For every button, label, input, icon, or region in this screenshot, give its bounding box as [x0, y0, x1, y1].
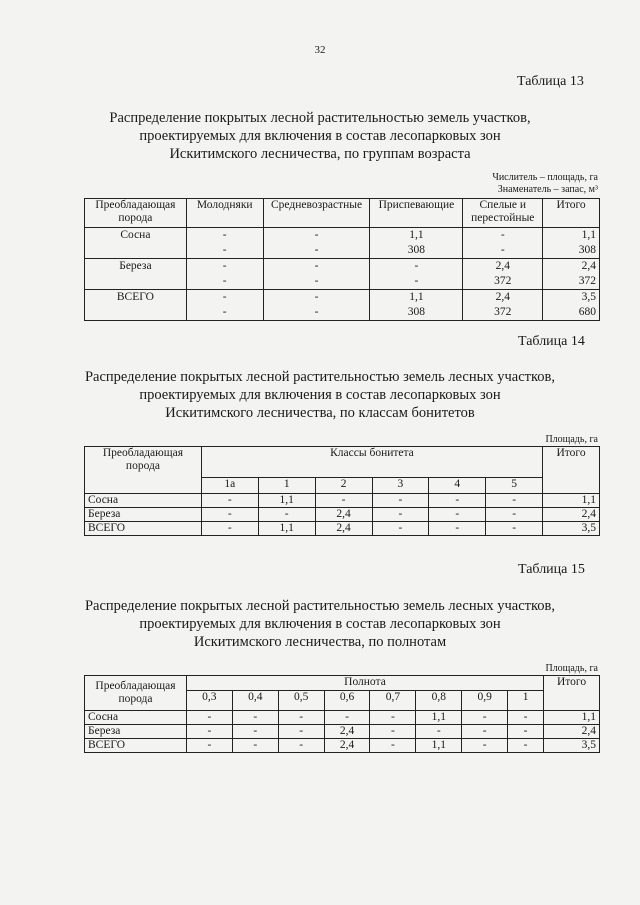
denominator: 308	[578, 244, 596, 256]
col-header: Молодняки	[186, 199, 263, 228]
class-header: 3	[372, 478, 429, 494]
table-cell: -	[462, 725, 508, 739]
table-14-title	[60, 368, 580, 422]
col-header: Средневозрастные	[263, 199, 370, 228]
table-cell: 1,1	[416, 739, 462, 753]
table-cell	[463, 228, 543, 259]
table-cell: 1,1	[258, 522, 315, 536]
numerator: -	[222, 260, 227, 272]
table-cell: -	[201, 508, 258, 522]
table-row	[85, 711, 600, 725]
denominator: -	[222, 275, 227, 287]
table-header-row	[85, 199, 600, 228]
table-cell: -	[429, 494, 486, 508]
table-cell: -	[315, 494, 372, 508]
col-header: Приспевающие	[370, 199, 463, 228]
table-14-unit-note: Площадь, га	[545, 434, 598, 445]
row-label: ВСЕГО	[85, 739, 187, 753]
table-15-label: Таблица 15	[518, 562, 585, 577]
table-cell: -	[370, 711, 416, 725]
table-cell: -	[370, 739, 416, 753]
table-row	[85, 494, 600, 508]
numerator: 3,5	[581, 291, 596, 303]
table-cell	[370, 259, 463, 290]
table-15-unit-note: Площадь, га	[545, 663, 598, 674]
table-cell: -	[232, 711, 278, 725]
total-cell: 2,4	[544, 725, 600, 739]
table-cell: 1,1	[258, 494, 315, 508]
table-cell: -	[508, 711, 544, 725]
table-row-total	[85, 522, 600, 536]
table-cell: -	[370, 725, 416, 739]
numerator: -	[414, 260, 419, 272]
table-cell: -	[278, 725, 324, 739]
row-label	[85, 290, 187, 321]
table-cell: -	[232, 725, 278, 739]
table-cell: -	[416, 725, 462, 739]
numerator: 1,1	[409, 291, 424, 303]
table-cell: -	[232, 739, 278, 753]
denominator: 680	[578, 306, 596, 318]
table-cell	[186, 290, 263, 321]
table-cell	[543, 259, 600, 290]
numerator: 2,4	[495, 260, 510, 272]
col-header-total: Итого	[544, 676, 600, 711]
table-header-row	[85, 676, 600, 691]
numerator: -	[500, 229, 505, 241]
table-13-unit-note	[400, 172, 598, 196]
table-cell: -	[324, 711, 370, 725]
table-cell: -	[429, 508, 486, 522]
table-cell: -	[372, 522, 429, 536]
col-header-group: Классы бонитета	[201, 447, 542, 478]
numerator: 2,4	[495, 291, 510, 303]
denominator: -	[222, 306, 227, 318]
table-row	[85, 725, 600, 739]
table-header-row	[85, 447, 600, 478]
denominator: -	[500, 244, 505, 256]
col-header-species: Преобладающая порода	[85, 676, 187, 711]
total-cell: 3,5	[544, 739, 600, 753]
table-15	[84, 675, 600, 753]
denominator: -	[314, 275, 319, 287]
table-13	[84, 198, 600, 321]
class-header: 5	[486, 478, 543, 494]
class-header: 0,5	[278, 691, 324, 711]
total-cell: 1,1	[543, 494, 600, 508]
total-cell: 1,1	[544, 711, 600, 725]
table-cell	[370, 290, 463, 321]
table-15-title-line: Искитимского лесничества, по полнотам	[193, 634, 447, 650]
table-13-label: Таблица 13	[517, 74, 584, 89]
table-cell: -	[486, 494, 543, 508]
table-cell	[463, 290, 543, 321]
table-13-title-line: Распределение покрытых лесной растительностью земель участков,	[109, 110, 531, 126]
col-header-species: Преобладающая порода	[85, 199, 187, 228]
numerator: 2,4	[581, 260, 596, 272]
numerator: 1,1	[581, 229, 596, 241]
class-header: 4	[429, 478, 486, 494]
table-cell	[263, 259, 370, 290]
denominator: 308	[407, 244, 426, 256]
row-label	[85, 228, 187, 259]
table-14-title-line: Искитимского лесничества, по классам бонитетов	[165, 405, 475, 421]
col-header-total: Итого	[543, 447, 600, 494]
table-14-title-line: проектируемых для включения в состав лесопарковых зон	[139, 387, 501, 403]
row-label: Береза	[85, 508, 202, 522]
species-name: Сосна	[120, 229, 151, 241]
table-row	[85, 228, 600, 259]
table-cell: -	[429, 522, 486, 536]
table-cell: -	[186, 739, 232, 753]
table-cell	[543, 228, 600, 259]
class-header: 0,6	[324, 691, 370, 711]
col-header-species: Преобладающая порода	[85, 447, 202, 494]
table-cell	[463, 259, 543, 290]
table-cell	[263, 290, 370, 321]
table-row-total	[85, 290, 600, 321]
table-row	[85, 259, 600, 290]
class-header: 0,7	[370, 691, 416, 711]
species-name: ВСЕГО	[116, 291, 154, 303]
table-cell: 2,4	[324, 739, 370, 753]
table-cell: -	[486, 508, 543, 522]
class-header: 0,9	[462, 691, 508, 711]
row-label	[85, 259, 187, 290]
denominator: -	[414, 275, 419, 287]
table-14-label: Таблица 14	[518, 334, 585, 349]
table-cell	[543, 290, 600, 321]
numerator: -	[314, 229, 319, 241]
total-cell: 3,5	[543, 522, 600, 536]
table-15-title-line: проектируемых для включения в состав лесопарковых зон	[139, 616, 501, 632]
class-header: 1	[508, 691, 544, 711]
table-13-title-line: проектируемых для включения в состав лесопарковых зон	[139, 128, 501, 144]
table-cell: -	[462, 739, 508, 753]
table-cell: -	[372, 508, 429, 522]
numerator: 1,1	[409, 229, 424, 241]
table-cell: -	[258, 508, 315, 522]
class-header: 1	[258, 478, 315, 494]
table-cell: -	[201, 522, 258, 536]
class-header: 0,4	[232, 691, 278, 711]
denominator: -	[314, 244, 319, 256]
table-cell: -	[186, 725, 232, 739]
row-label: Сосна	[85, 711, 187, 725]
table-cell	[370, 228, 463, 259]
table-13-title	[60, 109, 580, 163]
row-label: Сосна	[85, 494, 202, 508]
col-header-total: Итого	[543, 199, 600, 228]
class-header: 1а	[201, 478, 258, 494]
total-cell: 2,4	[543, 508, 600, 522]
page-number: 32	[314, 44, 326, 56]
table-cell: -	[372, 494, 429, 508]
table-15-title	[60, 597, 580, 651]
table-15-title-line: Распределение покрытых лесной растительностью земель лесных участков,	[84, 598, 556, 614]
table-14	[84, 446, 600, 536]
numerator: -	[222, 229, 227, 241]
table-cell: -	[186, 711, 232, 725]
table-cell: -	[508, 739, 544, 753]
table-row-total	[85, 739, 600, 753]
class-header: 0,3	[186, 691, 232, 711]
table-cell: -	[508, 725, 544, 739]
numerator: -	[314, 260, 319, 272]
numerator: -	[314, 291, 319, 303]
species-name: Береза	[119, 260, 152, 272]
table-cell: 1,1	[416, 711, 462, 725]
table-cell	[186, 259, 263, 290]
table-14-title-line: Распределение покрытых лесной растительностью земель лесных участков,	[84, 369, 556, 385]
col-header: Спелые и перестойные	[463, 199, 543, 228]
table-13-title-line: Искитимского лесничества, по группам возраста	[169, 146, 471, 162]
denominator: 372	[494, 306, 512, 318]
table-cell: -	[486, 522, 543, 536]
table-row	[85, 508, 600, 522]
table-cell: 2,4	[315, 508, 372, 522]
table-cell: 2,4	[315, 522, 372, 536]
denominator: -	[222, 244, 227, 256]
col-header-group: Полнота	[186, 676, 543, 691]
denominator: 308	[407, 306, 426, 318]
denominator: -	[314, 306, 319, 318]
table-cell	[186, 228, 263, 259]
row-label: Береза	[85, 725, 187, 739]
table-cell: -	[462, 711, 508, 725]
denominator: 372	[494, 275, 512, 287]
table-cell: -	[278, 739, 324, 753]
table-cell: -	[201, 494, 258, 508]
row-label: ВСЕГО	[85, 522, 202, 536]
table-cell	[263, 228, 370, 259]
class-header: 0,8	[416, 691, 462, 711]
numerator: -	[222, 291, 227, 303]
unit-numerator: Числитель – площадь, га	[492, 172, 598, 183]
class-header: 2	[315, 478, 372, 494]
denominator: 372	[578, 275, 596, 287]
unit-denominator: Знаменатель – запас, м³	[497, 184, 598, 195]
table-cell: -	[278, 711, 324, 725]
table-cell: 2,4	[324, 725, 370, 739]
